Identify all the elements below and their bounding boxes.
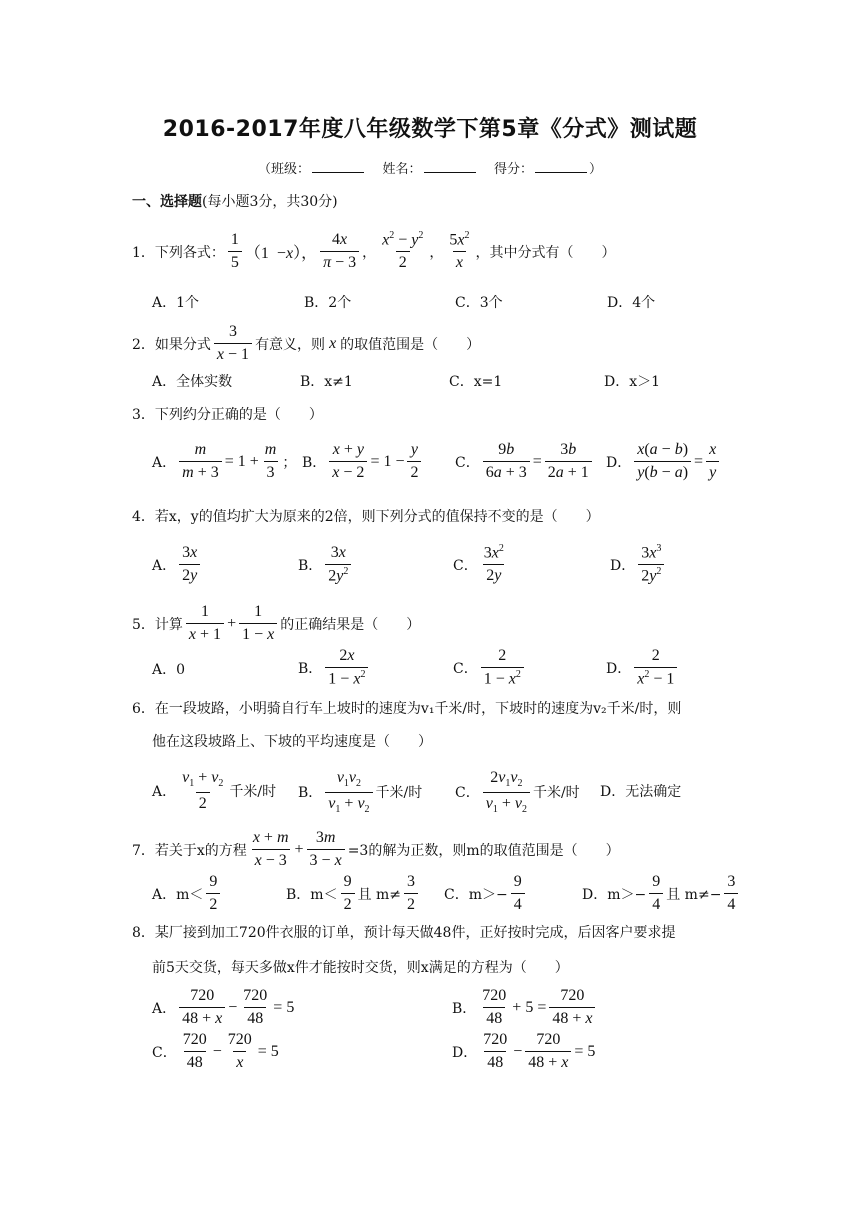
q8-option-a: A． $\frac{720}{48 + x}$ − $\frac{720}{48}$ = 5 <box>152 987 295 1027</box>
q1-expr-2: $\frac{4x}{\pi - 3}$ <box>320 230 359 273</box>
question-7-stem: 7．若关于x的方程 $\frac{x + m}{x - 3}$ + $\frac{3m}{3 - x}$ =3的解为正数，则m的取值范围是（ ） <box>132 829 620 869</box>
q1-expr-3: $\frac{x^2 - y^2}{2}$ <box>382 230 424 272</box>
score-blank <box>535 160 587 173</box>
question-6-line-2: 他在这段坡路上、下坡的平均速度是（ ） <box>152 734 432 750</box>
q4-option-a: A． $\frac{3x}{2y}$ <box>152 543 203 586</box>
q7-option-d: D．m＞− $\frac{9}{4}$ 且 m≠− $\frac{3}{4}$ <box>582 872 741 915</box>
section-note: (每小题3分，共30分) <box>202 194 338 210</box>
question-8-line-1: 8．某厂接到加工720件衣服的订单，预计每天做48件，正好按时完成，后因客户要求提 <box>132 925 676 941</box>
question-8-line-2: 前5天交货，每天多做x件才能按时交货，则x满足的方程为（ ） <box>152 960 569 976</box>
question-1-stem: 1．下列各式： $\frac{1}{5}$ （1 −x）， $\frac{4x}{\pi - 3}$ ， $\frac{x^2 - y^2}{2}$ ， $\frac{5x^2}{x}$ ，其中分式有（ ） <box>132 230 616 272</box>
question-2-stem: 2．如果分式 $\frac{3}{x - 1}$ 有意义，则 x 的取值范围是（ ） <box>132 323 481 363</box>
q7-option-b: B．m＜ $\frac{9}{2}$ 且 m≠ $\frac{3}{2}$ <box>286 872 421 915</box>
class-blank <box>312 160 364 173</box>
name-label: 姓名： <box>382 162 422 177</box>
q2-option-c: C．x=1 <box>449 374 503 390</box>
q7-option-c: C．m＞− $\frac{9}{4}$ <box>444 872 528 915</box>
q6-option-d: D．无法确定 <box>600 784 682 800</box>
question-3-stem: 3．下列约分正确的是（ ） <box>132 407 323 423</box>
q3-option-c: C． $\frac{9b}{6a + 3}$ = $\frac{3b}{2a + 1}$ <box>455 440 595 483</box>
q4-option-c: C． $\frac{3x^2}{2y}$ <box>453 543 504 585</box>
class-label: （班级： <box>257 162 310 177</box>
section-heading <box>132 191 338 211</box>
q1-option-d: D．4个 <box>607 295 656 311</box>
q5-option-a: A．0 <box>152 662 186 678</box>
q8-option-d: D． $\frac{720}{48}$ − $\frac{720}{48 + x}$ = 5 <box>452 1031 596 1071</box>
question-6-line-1: 6．在一段坡路，小明骑自行车上坡时的速度为v₁千米/时，下坡时的速度为v₂千米/时，则 <box>132 701 682 717</box>
q4-option-b: B． $\frac{3x}{2y^2}$ <box>298 543 354 586</box>
q5-option-d: D． $\frac{2}{x^2 - 1}$ <box>606 646 680 689</box>
q3-option-b: B． $\frac{x + y}{x - 2}$ = 1 − $\frac{y}{2}$ <box>302 440 424 483</box>
q1-expr-4: $\frac{5x^2}{x}$ <box>449 230 470 272</box>
q1-expr-1: $\frac{1}{5}$ <box>228 230 242 273</box>
q4-option-d: D． $\frac{3x^3}{2y^2}$ <box>610 543 667 587</box>
q6-option-c: C． $\frac{2v_1v_2}{v_1 + v_2}$ 千米/时 <box>455 769 580 815</box>
q8-option-b: B． $\frac{720}{48}$ + 5 = $\frac{720}{48 + x}$ <box>452 986 598 1029</box>
q2-option-b: B．x≠1 <box>300 374 353 390</box>
q3-option-a: A． $\frac{m}{m + 3}$ = 1 + $\frac{m}{3}$ ； <box>152 441 297 481</box>
q2-option-d: D．x＞1 <box>604 374 661 390</box>
name-blank <box>424 160 476 173</box>
student-info-line: （班级： 姓名： 得分： ） <box>257 162 603 177</box>
q5-option-b: B． $\frac{2x}{1 - x^2}$ <box>298 646 371 689</box>
q6-option-b: B． $\frac{v_1v_2}{v_1 + v_2}$ 千米/时 <box>298 769 423 815</box>
question-4-stem: 4．若x，y的值均扩大为原来的2倍，则下列分式的值保持不变的是（ ） <box>132 509 600 525</box>
q8-option-c: C． $\frac{720}{48}$ − $\frac{720}{x}$ = 5 <box>152 1031 279 1071</box>
question-5-stem: 5．计算 $\frac{1}{x + 1}$ + $\frac{1}{1 - x}$ 的正确结果是（ ） <box>132 603 421 643</box>
q5-option-c: C． $\frac{2}{1 - x^2}$ <box>453 646 527 689</box>
q1-option-a: A．1个 <box>152 295 200 311</box>
page-title: 2016-2017年度八年级数学下第5章《分式》测试题 <box>162 117 698 142</box>
q3-option-d: D． $\frac{x(a - b)}{y(b - a)}$ = $\frac{x}{y}$ <box>606 440 722 483</box>
q1-option-c: C．3个 <box>455 295 503 311</box>
section-title: 一、选择题 <box>132 194 202 210</box>
score-label: 得分： <box>494 162 534 177</box>
q2-option-a: A．全体实数 <box>152 374 233 390</box>
q7-option-a: A．m＜ $\frac{9}{2}$ <box>152 872 223 915</box>
q6-option-a: A． $\frac{v_1 + v_2}{2}$ 千米/时 <box>152 769 277 812</box>
q2-expr: $\frac{3}{x - 1}$ <box>214 322 252 365</box>
q1-option-b: B．2个 <box>304 295 352 311</box>
